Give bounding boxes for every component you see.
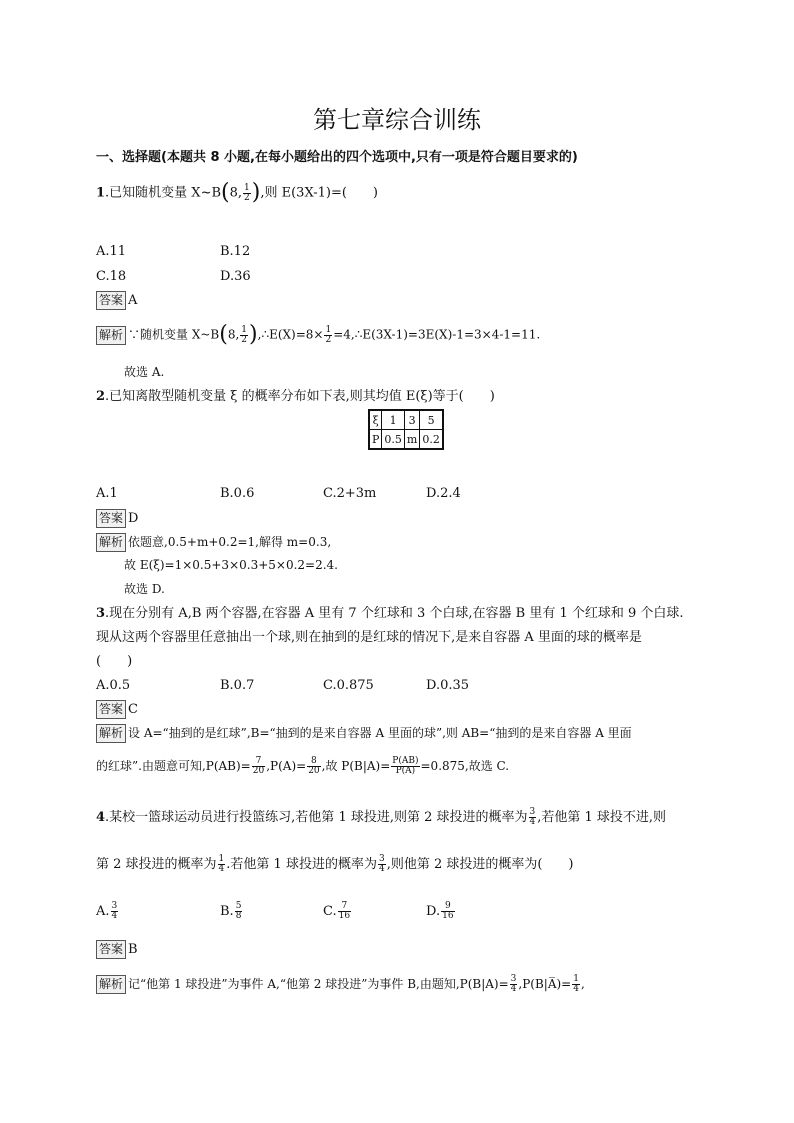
- question-3: [96, 606, 684, 622]
- question-4-line2: [96, 855, 574, 874]
- option-letter: C.: [323, 904, 337, 919]
- option-letter: B.: [220, 904, 234, 919]
- table-cell: 0.5: [382, 430, 405, 450]
- paren-left: (: [221, 180, 230, 205]
- frac-den: 4: [111, 911, 118, 921]
- fraction: [240, 326, 248, 345]
- question-number: 1: [96, 185, 106, 201]
- frac-den: 16: [338, 911, 351, 921]
- analysis-tag: 解析: [96, 724, 126, 743]
- frac-den: 4: [510, 984, 517, 994]
- answer-row: [96, 940, 138, 959]
- answer-value: B: [128, 942, 138, 957]
- option-d: D.36: [220, 269, 251, 284]
- analysis-text: 记“他第 1 球投进”为事件 A,“他第 2 球投进”为事件 B,由题知,P(B|A)=: [128, 977, 509, 991]
- analysis-text: =4,∴E(3X-1)=3E(X)-1=3×4-1=11.: [333, 327, 541, 342]
- option-b: B.0.7: [220, 678, 255, 693]
- fraction: [510, 975, 518, 994]
- fraction: [572, 975, 580, 994]
- paren-left: (: [219, 322, 228, 347]
- option-d: D.0.35: [426, 678, 470, 693]
- frac-num: 1: [573, 974, 579, 984]
- analysis-line: 故 E(ξ)=1×0.5+3×0.3+5×0.2=2.4.: [124, 558, 338, 572]
- analysis-tag: 解析: [96, 326, 126, 345]
- frac-num: 3: [378, 854, 385, 864]
- analysis-text: ,故 P(B|A)=: [321, 759, 391, 773]
- answer-row: [96, 509, 138, 528]
- question-2: [96, 389, 495, 405]
- table-cell: 3: [404, 410, 419, 430]
- analysis-row: [96, 975, 585, 994]
- section-heading: 一、选择题(本题共 8 小题,在每小题给出的四个选项中,只有一项是符合题目要求的): [96, 150, 578, 165]
- option-c: C.18: [96, 269, 127, 284]
- answer-tag: 答案: [96, 509, 126, 528]
- frac-num: 8: [307, 757, 320, 767]
- analysis-line: [96, 757, 509, 776]
- analysis-text: ∵随机变量 X~B: [128, 327, 220, 342]
- question-text: .已知随机变量 X~B: [105, 185, 222, 201]
- table-cell: 0.2: [420, 430, 443, 450]
- binomial-arg: 8,: [227, 327, 240, 342]
- option-b: [220, 902, 243, 921]
- frac-den: 16: [442, 911, 454, 921]
- frac-den: 4: [529, 817, 536, 827]
- option-d: D.2.4: [426, 486, 461, 501]
- fraction: [235, 902, 243, 921]
- fraction: [378, 855, 386, 874]
- analysis-text: 设 A=“抽到的是红球”,B=“抽到的是来自容器 A 里面的球”,则 AB=“抽到的是来自容器 A 里面: [128, 726, 632, 740]
- question-number: 3: [96, 606, 106, 621]
- table-row: [369, 430, 443, 450]
- analysis-text: ,P(A)=: [266, 759, 307, 773]
- paren-right: ): [251, 180, 261, 205]
- fraction: [243, 184, 251, 203]
- frac-num: 1: [325, 324, 332, 335]
- frac-den: 4: [378, 864, 385, 874]
- question-text: .现在分别有 A,B 两个容器,在容器 A 里有 7 个红球和 3 个白球,在容器 B 里有 1 个红球和 9 个白球.: [105, 606, 684, 621]
- frac-num: 3: [111, 901, 118, 911]
- fraction: [111, 902, 119, 921]
- frac-num: 1: [218, 854, 225, 864]
- question-number: 4: [96, 810, 106, 825]
- fraction: [324, 326, 332, 345]
- frac-den: 2: [244, 192, 250, 203]
- analysis-text: 的红球”.由题意可知,P(AB)=: [96, 759, 251, 773]
- analysis-row: [96, 322, 540, 348]
- fraction: [252, 757, 265, 776]
- option-b: B.0.6: [220, 486, 255, 501]
- fraction: [529, 808, 537, 827]
- fraction: [441, 902, 454, 921]
- frac-den: 2: [325, 334, 332, 345]
- question-1: [96, 180, 378, 206]
- analysis-line: 故选 D.: [124, 582, 165, 596]
- option-c: C.0.875: [323, 678, 374, 693]
- answer-row: [96, 291, 137, 310]
- distribution-table: [368, 409, 444, 450]
- question-text: .某校一篮球运动员进行投篮练习,若他第 1 球投进,则第 2 球投进的概率为: [105, 810, 528, 825]
- question-text: ,则他第 2 球投进的概率为( ): [386, 857, 574, 872]
- question-text: ,则 E(3X-1)=( ): [260, 185, 379, 201]
- frac-num: 3: [529, 807, 536, 817]
- fraction: [391, 757, 419, 776]
- option-b: B.12: [220, 244, 251, 259]
- option-a: A.1: [96, 486, 118, 501]
- option-a: A.11: [96, 244, 127, 259]
- analysis-line: 故选 A.: [124, 365, 165, 379]
- frac-num: 9: [441, 902, 454, 912]
- question-number: 2: [96, 389, 106, 404]
- frac-den: 2: [241, 334, 248, 345]
- frac-num: 1: [241, 324, 248, 335]
- frac-num: 7: [338, 902, 351, 912]
- frac-den: 20: [308, 766, 320, 776]
- fraction: [218, 855, 226, 874]
- question-text: ,若他第 1 球投不进,则: [537, 810, 667, 825]
- table-cell: m: [404, 430, 419, 450]
- answer-tag: 答案: [96, 940, 126, 959]
- question-text: 第 2 球投进的概率为: [96, 857, 217, 872]
- frac-num: 1: [244, 182, 250, 193]
- answer-value: A: [128, 293, 138, 308]
- table-row: [369, 410, 443, 430]
- frac-num: 7: [252, 757, 265, 767]
- frac-num: 5: [235, 901, 242, 911]
- analysis-tag: 解析: [96, 533, 126, 552]
- binomial-arg: 8,: [229, 185, 243, 201]
- paren-right: ): [249, 322, 258, 347]
- answer-value: D: [128, 511, 139, 526]
- frac-num: 3: [510, 974, 517, 984]
- option-a: [96, 902, 119, 921]
- analysis-tag: 解析: [96, 975, 126, 994]
- fraction: [338, 902, 351, 921]
- option-a: A.0.5: [96, 678, 131, 693]
- answer-tag: 答案: [96, 291, 126, 310]
- answer-row: [96, 700, 138, 719]
- analysis-text: ,P(B|A̅)=: [518, 977, 572, 991]
- analysis-text: =0.875,故选 C.: [420, 759, 510, 773]
- analysis-row: [96, 533, 331, 552]
- analysis-text: 依题意,0.5+m+0.2=1,解得 m=0.3,: [128, 535, 332, 549]
- question-text: .已知离散型随机变量 ξ 的概率分布如下表,则其均值 E(ξ)等于( ): [105, 389, 495, 404]
- option-c: [323, 902, 352, 921]
- option-letter: D.: [426, 904, 441, 919]
- table-cell: 5: [420, 410, 443, 430]
- frac-num: P(AB): [392, 756, 419, 766]
- table-cell: P: [369, 430, 382, 450]
- question-text: .若他第 1 球投进的概率为: [226, 857, 377, 872]
- question-text: ( ): [96, 654, 133, 669]
- question-text: 现从这两个容器里任意抽出一个球,则在抽到的是红球的情况下,是来自容器 A 里面的球的概率是: [96, 630, 642, 645]
- analysis-row: [96, 724, 632, 743]
- option-d: [426, 902, 456, 921]
- answer-value: C: [128, 702, 138, 717]
- table-cell: 1: [382, 410, 405, 430]
- frac-den: 4: [573, 984, 579, 994]
- question-4: [96, 808, 666, 827]
- frac-den: 8: [235, 911, 242, 921]
- answer-tag: 答案: [96, 700, 126, 719]
- page-title: 第七章综合训练: [313, 106, 481, 134]
- option-letter: A.: [96, 904, 110, 919]
- frac-den: 20: [252, 766, 265, 776]
- table-cell: ξ: [369, 410, 382, 430]
- analysis-text: ,: [580, 977, 585, 991]
- frac-den: 4: [218, 864, 225, 874]
- fraction: [307, 757, 320, 776]
- analysis-text: ,∴E(X)=8×: [257, 327, 324, 342]
- option-c: C.2+3m: [323, 486, 377, 501]
- frac-den: P(A): [395, 766, 416, 776]
